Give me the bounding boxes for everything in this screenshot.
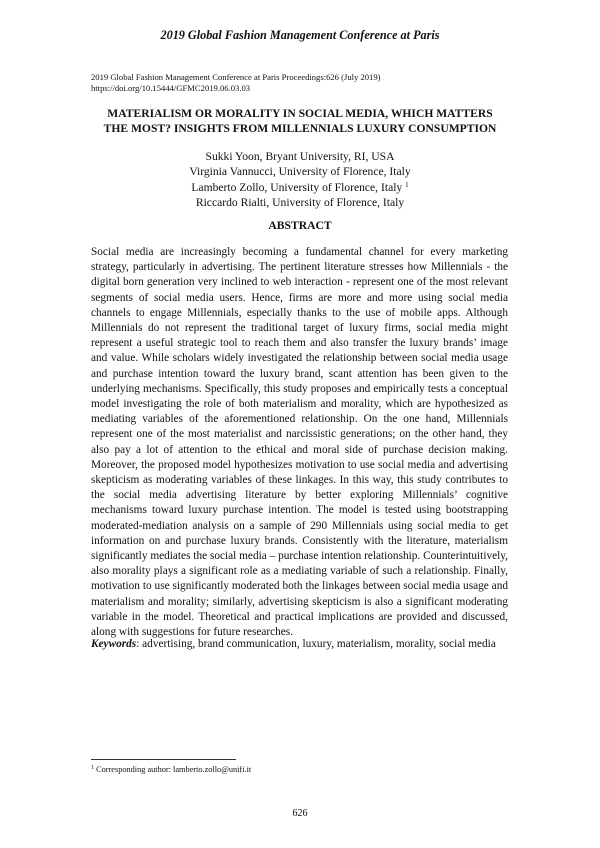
- author-4: Riccardo Rialti, University of Florence, Italy: [195, 195, 405, 209]
- footnote-divider: [91, 759, 236, 760]
- author-1: Sukki Yoon, Bryant University, RI, USA: [205, 150, 395, 163]
- keywords-text: advertising, brand communication, luxury, materialism, morality, social media: [139, 638, 496, 650]
- abstract-text: Social media are increasingly becoming a fundamental channel for every marketing strategy, particularly in advertising. The pertinent literature stresses how Millennials - the digital born generation very inclined to web interaction - represent one of the most relevant segments of social media users. Hence, firms are more and more using social media channels to engage Millennials, especially thanks to the use of mobile apps. Although Millennials do not represent the traditional target of luxury firms, social media might represent a useful strategic tool to reach them and also transfer the luxury brands’ image and value. While scholars widely investigated the relationship between social media usage and purchase intention toward the luxury brand, scant attention has been given to the underlying mechanisms. Specifically, this study proposes and empirically tests a conceptual model investigating the role of both materialism and morality, which are hypothesized as mediating variables of the aforementioned relationship. On the one hand, Millennials represent one of the most materialist and narcissistic generations; on the other hand, they also pay a lot of attention to the ethical and moral side of purchase decision making. Moreover, the proposed model hypothesizes motivation to use social media and advertising skepticism as moderating variables of these linkages. In this way, this study contributes to the social media advertising literature by better exploring Millennials’ cognitive mechanisms toward luxury purchase intention. The model is tested using bootstrapping moderated-mediation analysis on a sample of 290 Millennials using social media to get information on and purchase luxury brands. Consistently with the literature, materialism significantly mediates the social media – purchase intention relationship. Counterintuitively, also morality plays a significant role as a mediating variable of such a relationship. Finally, motivation to use significantly moderated both the linkages between social media usage and materialism and morality; similarly, advertising skepticism is also a significant moderating variable in the model. Theoretical and practical implications are provided and discussed, along with suggestions for future researches.: [91, 246, 508, 639]
- keywords: [91, 637, 508, 652]
- page-number: 626: [292, 808, 308, 819]
- author-3-text: Lamberto Zollo, University of Florence, Italy: [191, 180, 403, 194]
- footnote: [91, 765, 511, 774]
- proceedings-citation: 2019 Global Fashion Management Conference at Paris Proceedings:626 (July 2019): [91, 72, 381, 82]
- footnote-text: Corresponding author: lamberto.zollo@unifi.it: [94, 765, 252, 774]
- paper-title-line-2: THE MOST? INSIGHTS FROM MILLENNIALS LUXURY CONSUMPTION: [103, 121, 497, 135]
- doi-link[interactable]: https://doi.org/10.15444/GFMC2019.06.03.03: [91, 83, 251, 93]
- proceedings-info: [91, 72, 511, 94]
- author-2: Virginia Vannucci, University of Florence, Italy: [189, 165, 411, 179]
- running-header: 2019 Global Fashion Management Conference at Paris: [160, 28, 440, 42]
- abstract-heading: ABSTRACT: [268, 219, 332, 232]
- footnote-reference: 1: [405, 180, 409, 189]
- paper-title: [70, 107, 530, 136]
- author-3: [150, 180, 450, 195]
- footnote-mark: 1: [91, 765, 94, 771]
- paper-title-line-1: MATERIALISM OR MORALITY IN SOCIAL MEDIA, WHICH MATTERS: [107, 107, 493, 120]
- author-list: [150, 149, 450, 210]
- keywords-label: Keywords: [91, 638, 137, 650]
- keywords-separator: :: [136, 638, 140, 650]
